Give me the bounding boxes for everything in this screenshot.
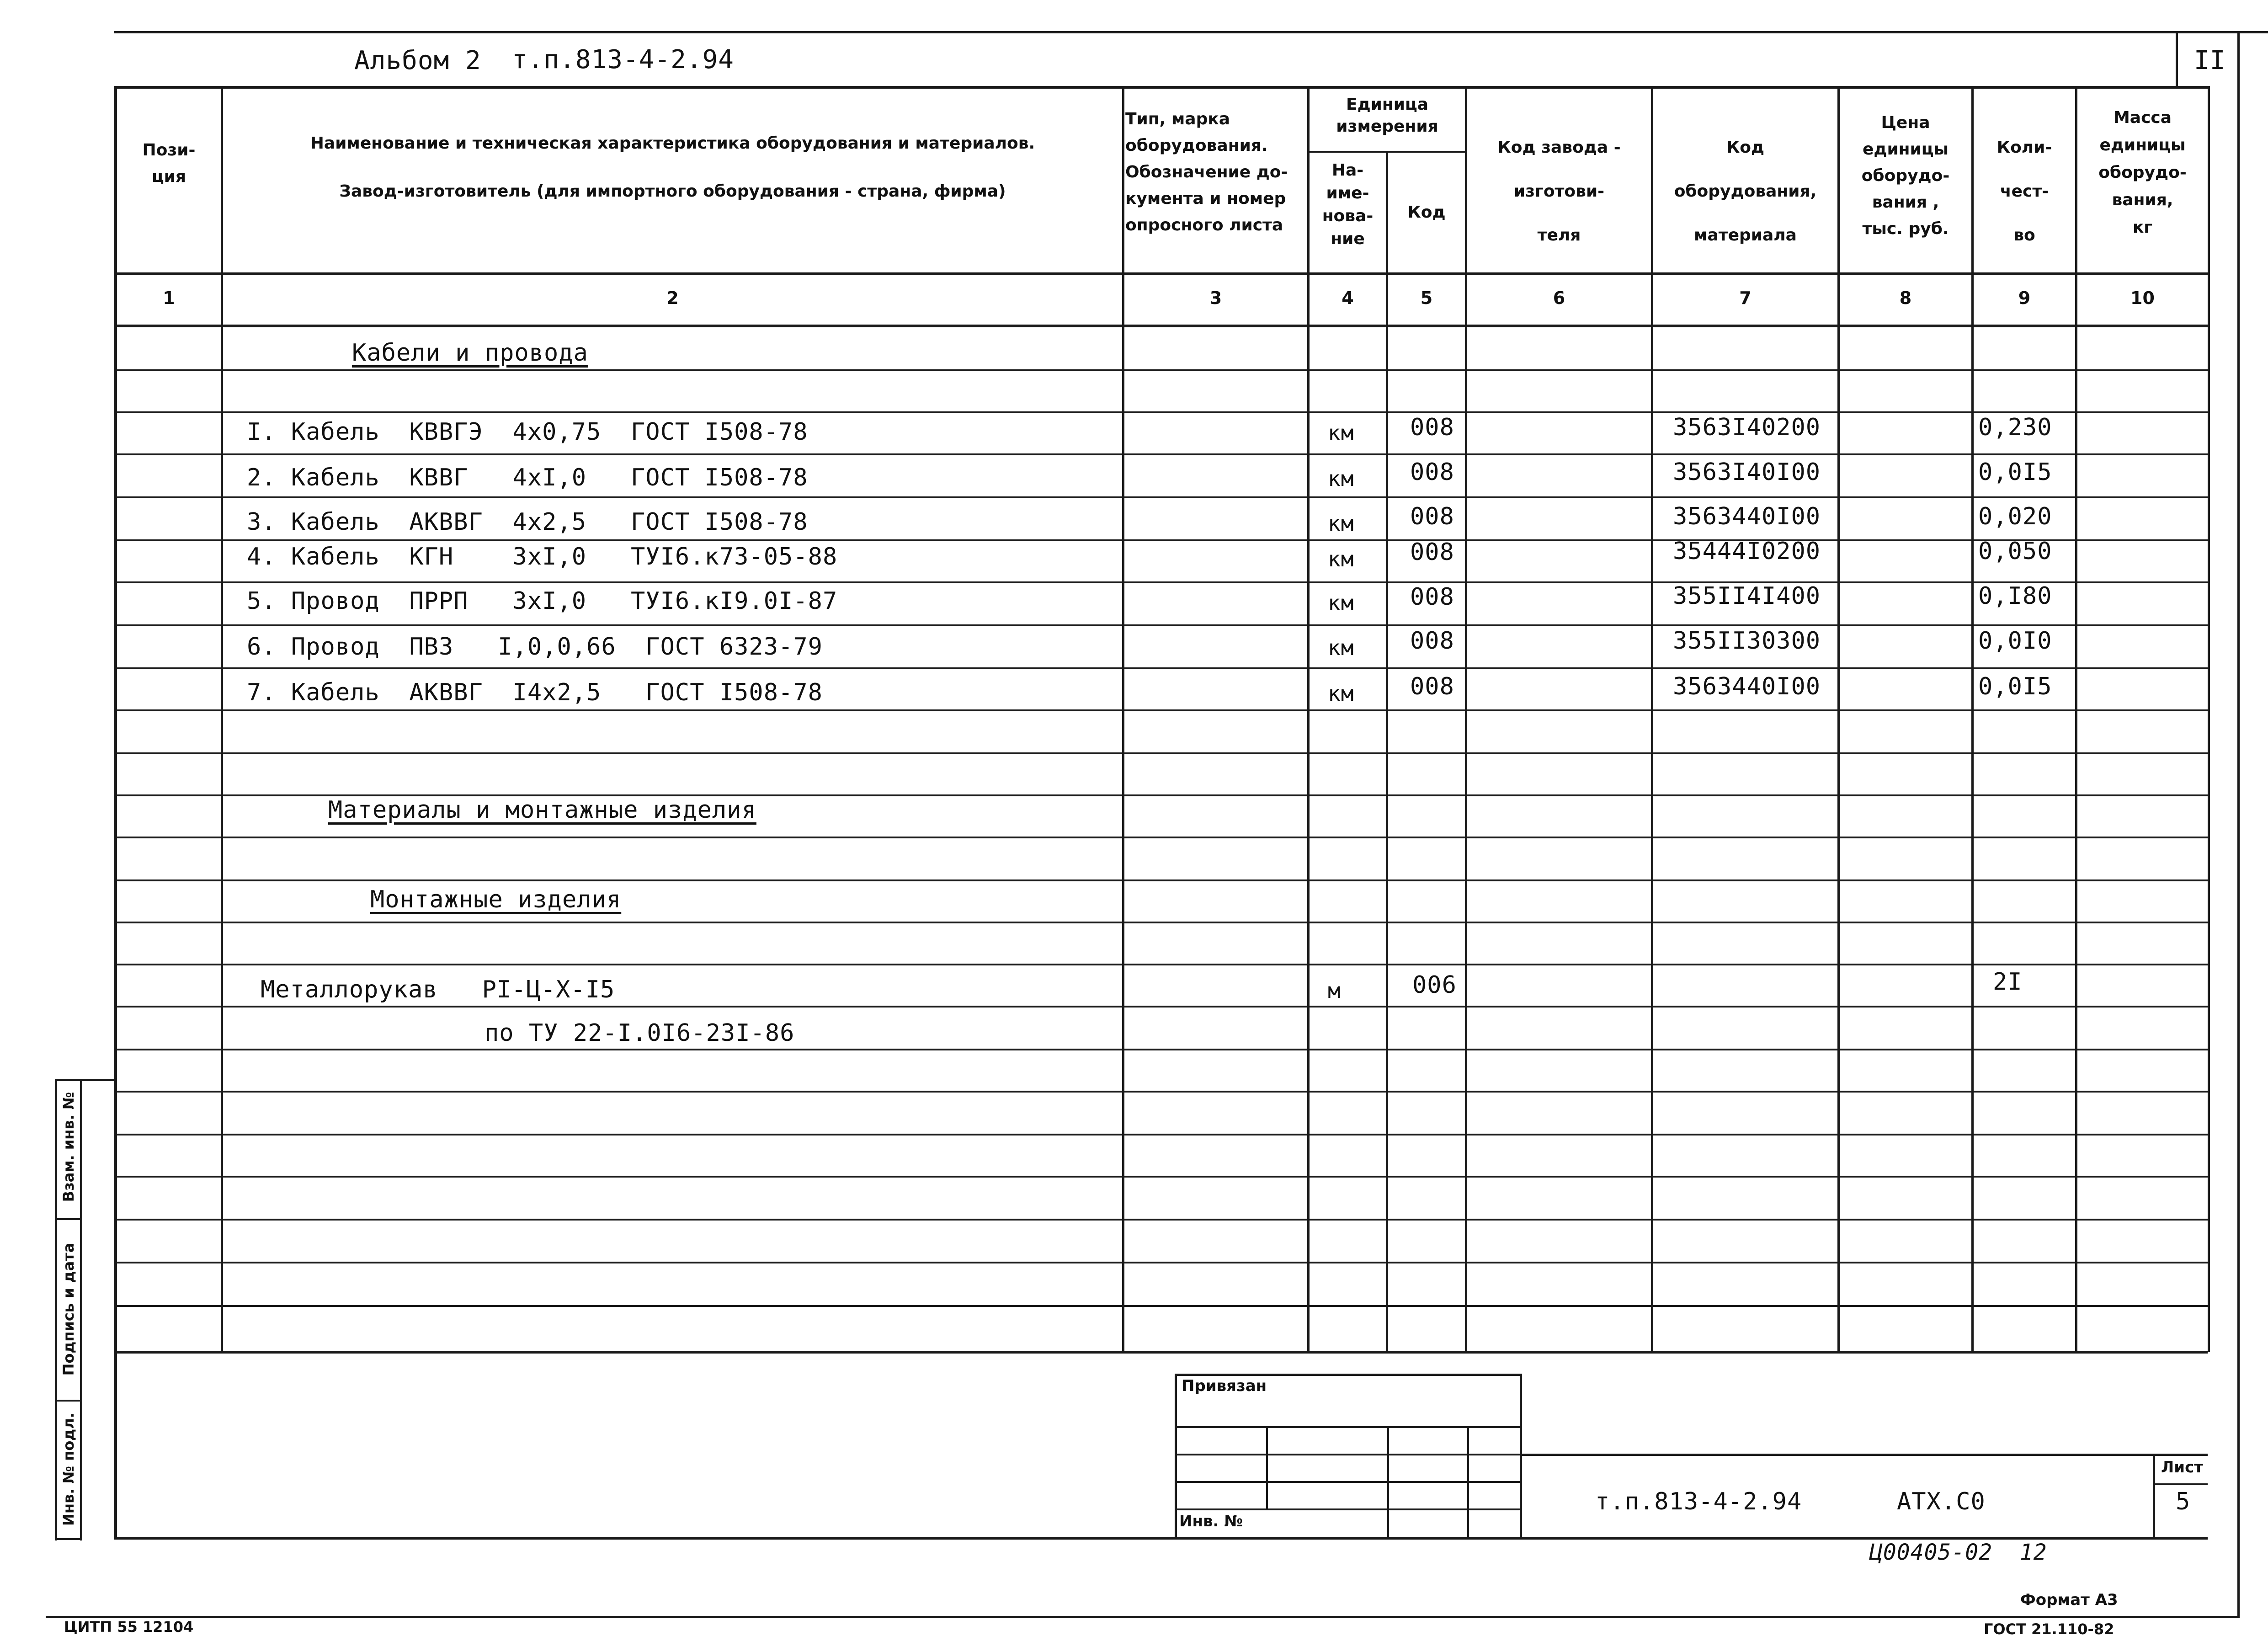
table-row-name: 7. Кабель АКВВГ I4х2,5 ГОСТ I508-78 <box>247 679 823 706</box>
table-row-code: 008 <box>1410 503 1454 530</box>
footer-right-code: ГОСТ 21.110-82 <box>1984 1620 2114 1638</box>
side-inv-podl: Инв. № подл. <box>60 1412 77 1526</box>
table-row-code: 008 <box>1410 673 1454 700</box>
handwritten-note: Ц00405-02 12 <box>1869 1540 2047 1565</box>
table-row-name: 4. Кабель КГН 3хI,0 ТУI6.к73-05-88 <box>247 543 838 570</box>
col-number-1: 1 <box>163 288 175 308</box>
table-row-code: 006 <box>1412 971 1457 999</box>
table-row-unit: км <box>1328 635 1354 660</box>
table-row-material-code: 355II30300 <box>1673 627 1821 655</box>
privyazan-label: Привязан <box>1182 1377 1267 1395</box>
header-name-line2: Завод-изготовитель (для импортного оборудования - страна, фирма) <box>339 182 1006 201</box>
col-number-6: 6 <box>1553 288 1565 308</box>
table-row-material-code: 355II4I400 <box>1673 582 1821 610</box>
table-row-code: 008 <box>1410 458 1454 486</box>
header-name-line1: Наименование и техническая характеристика оборудования и материалов. <box>310 134 1035 153</box>
table-row-name: I. Кабель КВВГЭ 4х0,75 ГОСТ I508-78 <box>247 418 808 446</box>
sheet-label: Лист <box>2161 1458 2203 1476</box>
side-podpis: Подпись и дата <box>60 1242 77 1376</box>
col-number-7: 7 <box>1739 288 1752 308</box>
table-row-quantity: 0,050 <box>1978 538 2052 565</box>
stamp-doc-code: т.п.813-4-2.94 <box>1595 1488 1802 1515</box>
header-material-code: Код оборудования, материала <box>1674 138 1817 245</box>
footer-left-code: ЦИТП 55 12104 <box>64 1618 194 1636</box>
frame-top <box>114 31 2268 33</box>
sheet-corner-number: II <box>2194 46 2226 75</box>
album-label: Альбом 2 <box>354 46 481 75</box>
table-row-unit: км <box>1328 511 1354 536</box>
inv-no-label: Инв. № <box>1179 1512 1243 1530</box>
section-mounting: Монтажные изделия <box>370 886 622 913</box>
header-mass: Масса единицы оборудо- вания, кг <box>2098 108 2187 237</box>
table-row-name: 2. Кабель КВВГ 4хI,0 ГОСТ I508-78 <box>247 464 808 491</box>
header-quantity: Коли- чест- во <box>1996 138 2052 245</box>
header-position: Пози- ция <box>142 141 196 186</box>
table-row-quantity: 0,230 <box>1978 414 2052 441</box>
table-row-unit: км <box>1328 547 1354 571</box>
table-row-name: Металлорукав РI-Ц-Х-I5 <box>261 976 615 1003</box>
header-price: Цена единицы оборудо- вания , тыс. руб. <box>1861 113 1950 238</box>
table-row-quantity: 2I <box>1993 968 2023 996</box>
table-row-quantity: 0,0I5 <box>1978 673 2052 700</box>
table-row-quantity: 0,0I0 <box>1978 627 2052 655</box>
col-number-2: 2 <box>666 288 679 308</box>
table-row-unit: км <box>1328 466 1354 491</box>
table-row-name-continued: по ТУ 22-I.0I6-23I-86 <box>484 1019 795 1047</box>
col-number-5: 5 <box>1420 288 1433 308</box>
doc-code-top: т.п.813-4-2.94 <box>512 45 735 75</box>
table-row-unit: км <box>1328 591 1354 615</box>
col-number-3: 3 <box>1209 288 1222 308</box>
header-factory-code: Код завода - изготови- теля <box>1497 138 1621 245</box>
header-unit-name: На- име- нова- ние <box>1322 161 1374 248</box>
table-row-unit: м <box>1328 978 1341 1003</box>
section-materials: Материалы и монтажные изделия <box>328 796 756 824</box>
table-row-code: 008 <box>1410 538 1454 566</box>
header-unit-group: Единица измерения <box>1336 95 1438 136</box>
table-row-quantity: 0,020 <box>1978 503 2052 530</box>
side-vzam-inv: Взам. инв. № <box>60 1092 77 1202</box>
table-row-material-code: 35444I0200 <box>1673 538 1821 565</box>
stamp-atx-code: АТХ.С0 <box>1897 1488 1986 1515</box>
table-row-name: 6. Провод ПВЗ I,0,0,66 ГОСТ 6323-79 <box>247 633 823 661</box>
table-row-code: 008 <box>1410 583 1454 611</box>
sheet-number: 5 <box>2176 1488 2191 1515</box>
table-bottom <box>114 1351 2208 1354</box>
table-row-unit: км <box>1328 421 1354 445</box>
header-type: Тип, марка оборудования. Обозначение до- кумента и номер опросного листа <box>1125 110 1288 235</box>
table-row-quantity: 0,I80 <box>1978 582 2052 610</box>
table-row-name: 5. Провод ПРРП 3хI,0 ТУI6.кI9.0I-87 <box>247 587 838 615</box>
table-row-material-code: 3563440I00 <box>1673 673 1821 700</box>
table-row-code: 008 <box>1410 627 1454 655</box>
header-unit-code: Код <box>1407 203 1446 222</box>
section-cables: Кабели и провода <box>352 339 588 367</box>
table-row-material-code: 3563I40200 <box>1673 414 1821 441</box>
col-number-10: 10 <box>2130 288 2155 308</box>
col-number-9: 9 <box>2018 288 2031 308</box>
col-number-8: 8 <box>1899 288 1912 308</box>
table-row-name: 3. Кабель АКВВГ 4х2,5 ГОСТ I508-78 <box>247 508 808 536</box>
table-row-material-code: 3563I40I00 <box>1673 458 1821 486</box>
format-label: Формат А3 <box>2020 1591 2118 1609</box>
table-row-material-code: 3563440I00 <box>1673 503 1821 530</box>
table-row-quantity: 0,0I5 <box>1978 458 2052 486</box>
table-row-unit: км <box>1328 681 1354 706</box>
table-row-code: 008 <box>1410 414 1454 441</box>
col-number-4: 4 <box>1342 288 1354 308</box>
